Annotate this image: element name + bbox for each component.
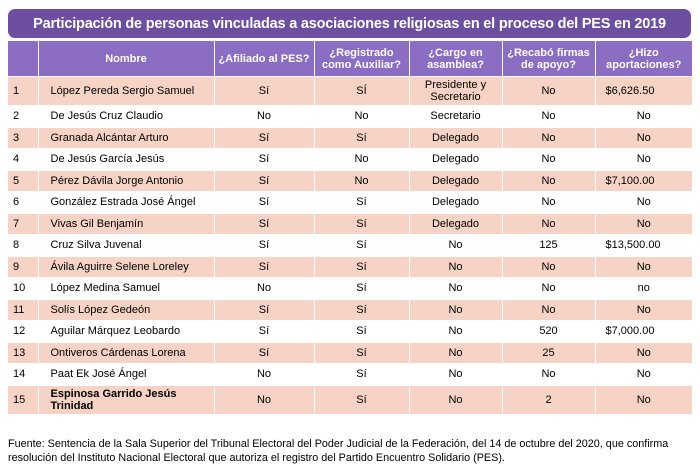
cell-affiliated: No xyxy=(214,385,314,414)
cell-affiliated: Sí xyxy=(214,342,314,364)
cell-assembly: Delegado xyxy=(409,192,502,214)
cell-registered: Sí xyxy=(314,213,409,235)
cell-contributions: $7,000.00 xyxy=(595,321,692,343)
cell-num: 12 xyxy=(8,321,38,343)
cell-contributions: No xyxy=(595,299,692,321)
cell-num: 10 xyxy=(8,278,38,300)
cell-signatures: 2 xyxy=(502,385,595,414)
cell-name: Paat Ek José Ángel xyxy=(38,364,214,386)
cell-registered: Sí xyxy=(314,321,409,343)
cell-signatures: No xyxy=(502,127,595,149)
cell-assembly: No xyxy=(409,321,502,343)
cell-signatures: No xyxy=(502,213,595,235)
cell-contributions: No xyxy=(595,192,692,214)
cell-num: 5 xyxy=(8,170,38,192)
cell-signatures: No xyxy=(502,364,595,386)
cell-name: Pérez Dávila Jorge Antonio xyxy=(38,170,214,192)
cell-num: 11 xyxy=(8,299,38,321)
cell-affiliated: Sí xyxy=(214,149,314,171)
cell-num: 3 xyxy=(8,127,38,149)
cell-affiliated: Sí xyxy=(214,77,314,106)
participation-table xyxy=(8,41,692,414)
cell-contributions: $6,626.50 xyxy=(595,77,692,106)
cell-num: 1 xyxy=(8,77,38,106)
cell-name: López Pereda Sergio Samuel xyxy=(38,77,214,106)
cell-assembly: No xyxy=(409,299,502,321)
cell-signatures: 125 xyxy=(502,235,595,257)
cell-affiliated: Sí xyxy=(214,321,314,343)
cell-registered: No xyxy=(314,149,409,171)
cell-assembly: Secretario xyxy=(409,106,502,128)
cell-name: Aguilar Márquez Leobardo xyxy=(38,321,214,343)
cell-contributions: No xyxy=(595,106,692,128)
cell-num: 9 xyxy=(8,256,38,278)
table-row xyxy=(8,299,692,321)
cell-name: Ávila Aguirre Selene Loreley xyxy=(38,256,214,278)
cell-num: 14 xyxy=(8,364,38,386)
cell-registered: SÍ xyxy=(314,77,409,106)
cell-signatures: No xyxy=(502,192,595,214)
source-note: Fuente: Sentencia de la Sala Superior del Tribunal Electoral del Poder Judicial de la Federación, del 14 de octubre del 2020, que confirma resolución del Instituto Nacional Electoral que autoriza el registro del Partido Encuentro Solidario (PES). xyxy=(8,438,669,464)
table-row xyxy=(8,235,692,257)
cell-registered: Sí xyxy=(314,235,409,257)
cell-registered: Sí xyxy=(314,256,409,278)
cell-affiliated: No xyxy=(214,278,314,300)
cell-assembly: Delegado xyxy=(409,127,502,149)
cell-affiliated: Sí xyxy=(214,256,314,278)
cell-registered: Sí xyxy=(314,127,409,149)
table-row xyxy=(8,192,692,214)
cell-contributions: No xyxy=(595,149,692,171)
column-header-contributions: ¿Hizo aportaciones? xyxy=(595,41,692,77)
table-row xyxy=(8,364,692,386)
cell-assembly: Delegado xyxy=(409,170,502,192)
table-row xyxy=(8,170,692,192)
cell-affiliated: No xyxy=(214,364,314,386)
cell-contributions: No xyxy=(595,385,692,414)
cell-affiliated: Sí xyxy=(214,127,314,149)
column-header-assembly: ¿Cargo en asamblea? xyxy=(409,41,502,77)
cell-num: 4 xyxy=(8,149,38,171)
cell-name: Espinosa Garrido Jesús Trinidad xyxy=(38,385,214,414)
column-header-name: Nombre xyxy=(38,41,214,77)
cell-name: Vivas Gil Benjamín xyxy=(38,213,214,235)
cell-num: 8 xyxy=(8,235,38,257)
cell-num: 2 xyxy=(8,106,38,128)
table-row xyxy=(8,321,692,343)
cell-signatures: No xyxy=(502,149,595,171)
cell-registered: Sí xyxy=(314,192,409,214)
header-row xyxy=(8,41,692,77)
cell-contributions: No xyxy=(595,342,692,364)
cell-contributions: No xyxy=(595,256,692,278)
cell-assembly: No xyxy=(409,256,502,278)
column-header-signatures: ¿Recabó firmas de apoyo? xyxy=(502,41,595,77)
cell-contributions: No xyxy=(595,213,692,235)
cell-num: 6 xyxy=(8,192,38,214)
cell-signatures: 25 xyxy=(502,342,595,364)
cell-assembly: Delegado xyxy=(409,149,502,171)
cell-affiliated: Sí xyxy=(214,192,314,214)
cell-name: De Jesús Cruz Claudio xyxy=(38,106,214,128)
cell-signatures: 520 xyxy=(502,321,595,343)
table-row xyxy=(8,127,692,149)
cell-affiliated: Sí xyxy=(214,170,314,192)
cell-name: Granada Alcántar Arturo xyxy=(38,127,214,149)
cell-assembly: Presidente y Secretario xyxy=(409,77,502,106)
cell-num: 15 xyxy=(8,385,38,414)
table-row xyxy=(8,106,692,128)
cell-assembly: No xyxy=(409,278,502,300)
cell-registered: Sí xyxy=(314,299,409,321)
cell-num: 7 xyxy=(8,213,38,235)
cell-assembly: No xyxy=(409,342,502,364)
cell-registered: Sí xyxy=(314,278,409,300)
column-header-num xyxy=(8,41,38,77)
cell-signatures: No xyxy=(502,106,595,128)
cell-registered: Sí xyxy=(314,364,409,386)
cell-contributions: No xyxy=(595,364,692,386)
cell-assembly: No xyxy=(409,235,502,257)
cell-name: López Medina Samuel xyxy=(38,278,214,300)
cell-name: González Estrada José Ángel xyxy=(38,192,214,214)
table-row xyxy=(8,256,692,278)
cell-affiliated: Sí xyxy=(214,213,314,235)
table-row xyxy=(8,149,692,171)
cell-assembly: No xyxy=(409,385,502,414)
cell-contributions: $13,500.00 xyxy=(595,235,692,257)
cell-registered: Sí xyxy=(314,342,409,364)
cell-assembly: Delegado xyxy=(409,213,502,235)
cell-signatures: No xyxy=(502,170,595,192)
cell-signatures: No xyxy=(502,77,595,106)
cell-registered: No xyxy=(314,106,409,128)
cell-num: 13 xyxy=(8,342,38,364)
cell-affiliated: No xyxy=(214,106,314,128)
cell-name: Cruz Silva Juvenal xyxy=(38,235,214,257)
cell-signatures: No xyxy=(502,278,595,300)
cell-affiliated: Sí xyxy=(214,235,314,257)
cell-assembly: No xyxy=(409,364,502,386)
table-title: Participación de personas vinculadas a asociaciones religiosas en el proceso del PES en 2019 xyxy=(8,9,691,38)
table-row xyxy=(8,77,692,106)
cell-name: Ontiveros Cárdenas Lorena xyxy=(38,342,214,364)
table-row xyxy=(8,342,692,364)
cell-contributions: $7,100.00 xyxy=(595,170,692,192)
table-row xyxy=(8,385,692,414)
cell-name: Solís López Gedeón xyxy=(38,299,214,321)
table-row xyxy=(8,278,692,300)
table-row xyxy=(8,213,692,235)
cell-signatures: No xyxy=(502,256,595,278)
column-header-registered: ¿Registrado como Auxiliar? xyxy=(314,41,409,77)
cell-registered: No xyxy=(314,170,409,192)
cell-registered: Sí xyxy=(314,385,409,414)
column-header-affiliated: ¿Afiliado al PES? xyxy=(214,41,314,77)
cell-signatures: No xyxy=(502,299,595,321)
cell-contributions: no xyxy=(595,278,692,300)
cell-contributions: No xyxy=(595,127,692,149)
cell-affiliated: Sí xyxy=(214,299,314,321)
cell-name: De Jesús García Jesús xyxy=(38,149,214,171)
